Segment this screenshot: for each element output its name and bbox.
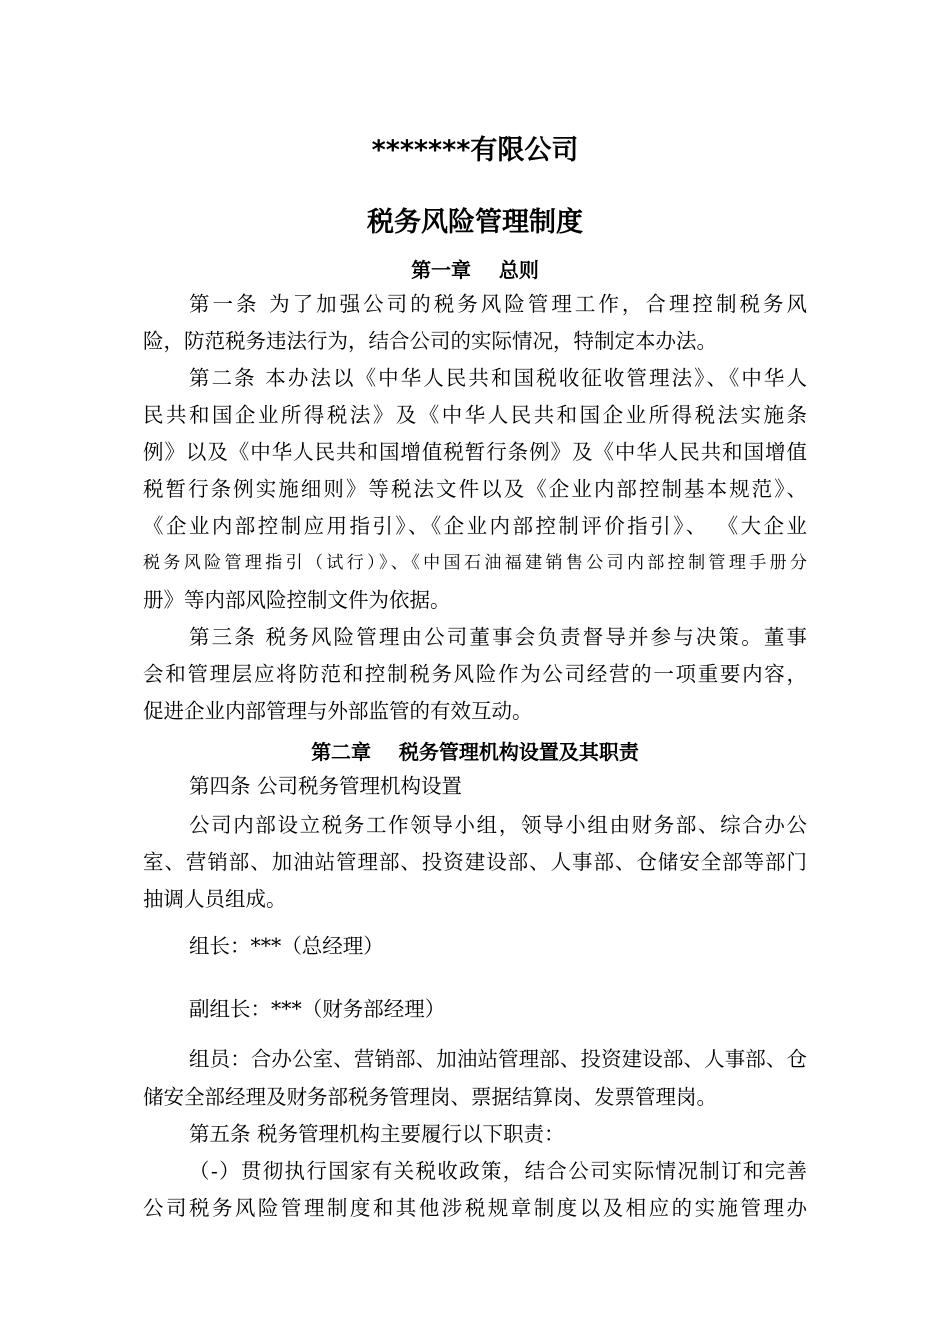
article-2-line-4: 税暂行条例实施细则》等税法文件以及《企业内部控制基本规范》、 bbox=[143, 477, 807, 501]
article-2-line-2: 民共和国企业所得税法》及《中华人民共和国企业所得税法实施条 bbox=[143, 403, 807, 427]
article-5-heading: 第五条 税务管理机构主要履行以下职责： bbox=[189, 1122, 565, 1146]
group-members-line-1: 组员：合办公室、营销部、加油站管理部、投资建设部、人事部、仓 bbox=[189, 1047, 807, 1071]
article-2-line-6: 税务风险管理指引（试行）》、《中国石油福建销售公司内部控制管理手册分 bbox=[143, 553, 807, 573]
article-4-line-2: 室、营销部、加油站管理部、投资建设部、人事部、仓储安全部等部门 bbox=[143, 850, 807, 874]
article-2-line-5: 《企业内部控制应用指引》、《企业内部控制评价指引》、 《大企业 bbox=[143, 514, 807, 538]
article-4-line-3: 抽调人员组成。 bbox=[143, 887, 287, 911]
article-3-line-3: 促进企业内部管理与外部监管的有效互动。 bbox=[143, 699, 533, 723]
document-title: 税务风险管理制度 bbox=[367, 207, 583, 238]
company-name: *******有限公司 bbox=[371, 135, 579, 166]
article-2-line-3: 例》以及《中华人民共和国增值税暂行条例》及《中华人民共和国增值 bbox=[143, 440, 807, 464]
chapter-heading-1: 第一章 总则 bbox=[411, 258, 539, 282]
article-1-line-2: 险，防范税务违法行为，结合公司的实际情况，特制定本办法。 bbox=[143, 329, 717, 353]
article-3-line-2: 会和管理层应将防范和控制税务风险作为公司经营的一项重要内容， bbox=[143, 662, 807, 686]
chapter-heading-2: 第二章 税务管理机构设置及其职责 bbox=[311, 740, 639, 764]
article-2-line-1: 第二条 本办法以《中华人民共和国税收征收管理法》、《中华人 bbox=[189, 366, 807, 390]
article-5-item-1-line-2: 公司税务风险管理制度和其他涉税规章制度以及相应的实施管理办 bbox=[143, 1196, 807, 1220]
article-4-heading: 第四条 公司税务管理机构设置 bbox=[189, 774, 463, 798]
group-leader: 组长：***（总经理） bbox=[189, 934, 384, 958]
article-2-line-7: 册》等内部风险控制文件为依据。 bbox=[143, 588, 451, 612]
group-members-line-2: 储安全部经理及财务部税务管理岗、票据结算岗、发票管理岗。 bbox=[143, 1085, 717, 1109]
article-3-line-1: 第三条 税务风险管理由公司董事会负责督导并参与决策。董事 bbox=[189, 625, 807, 649]
article-5-item-1-line-1: （-）贯彻执行国家有关税收政策，结合公司实际情况制订和完善 bbox=[189, 1159, 807, 1183]
deputy-group-leader: 副组长：***（财务部经理） bbox=[189, 997, 446, 1021]
article-1-line-1: 第一条 为了加强公司的税务风险管理工作，合理控制税务风 bbox=[189, 292, 807, 316]
article-4-line-1: 公司内部设立税务工作领导小组，领导小组由财务部、综合办公 bbox=[189, 813, 807, 837]
